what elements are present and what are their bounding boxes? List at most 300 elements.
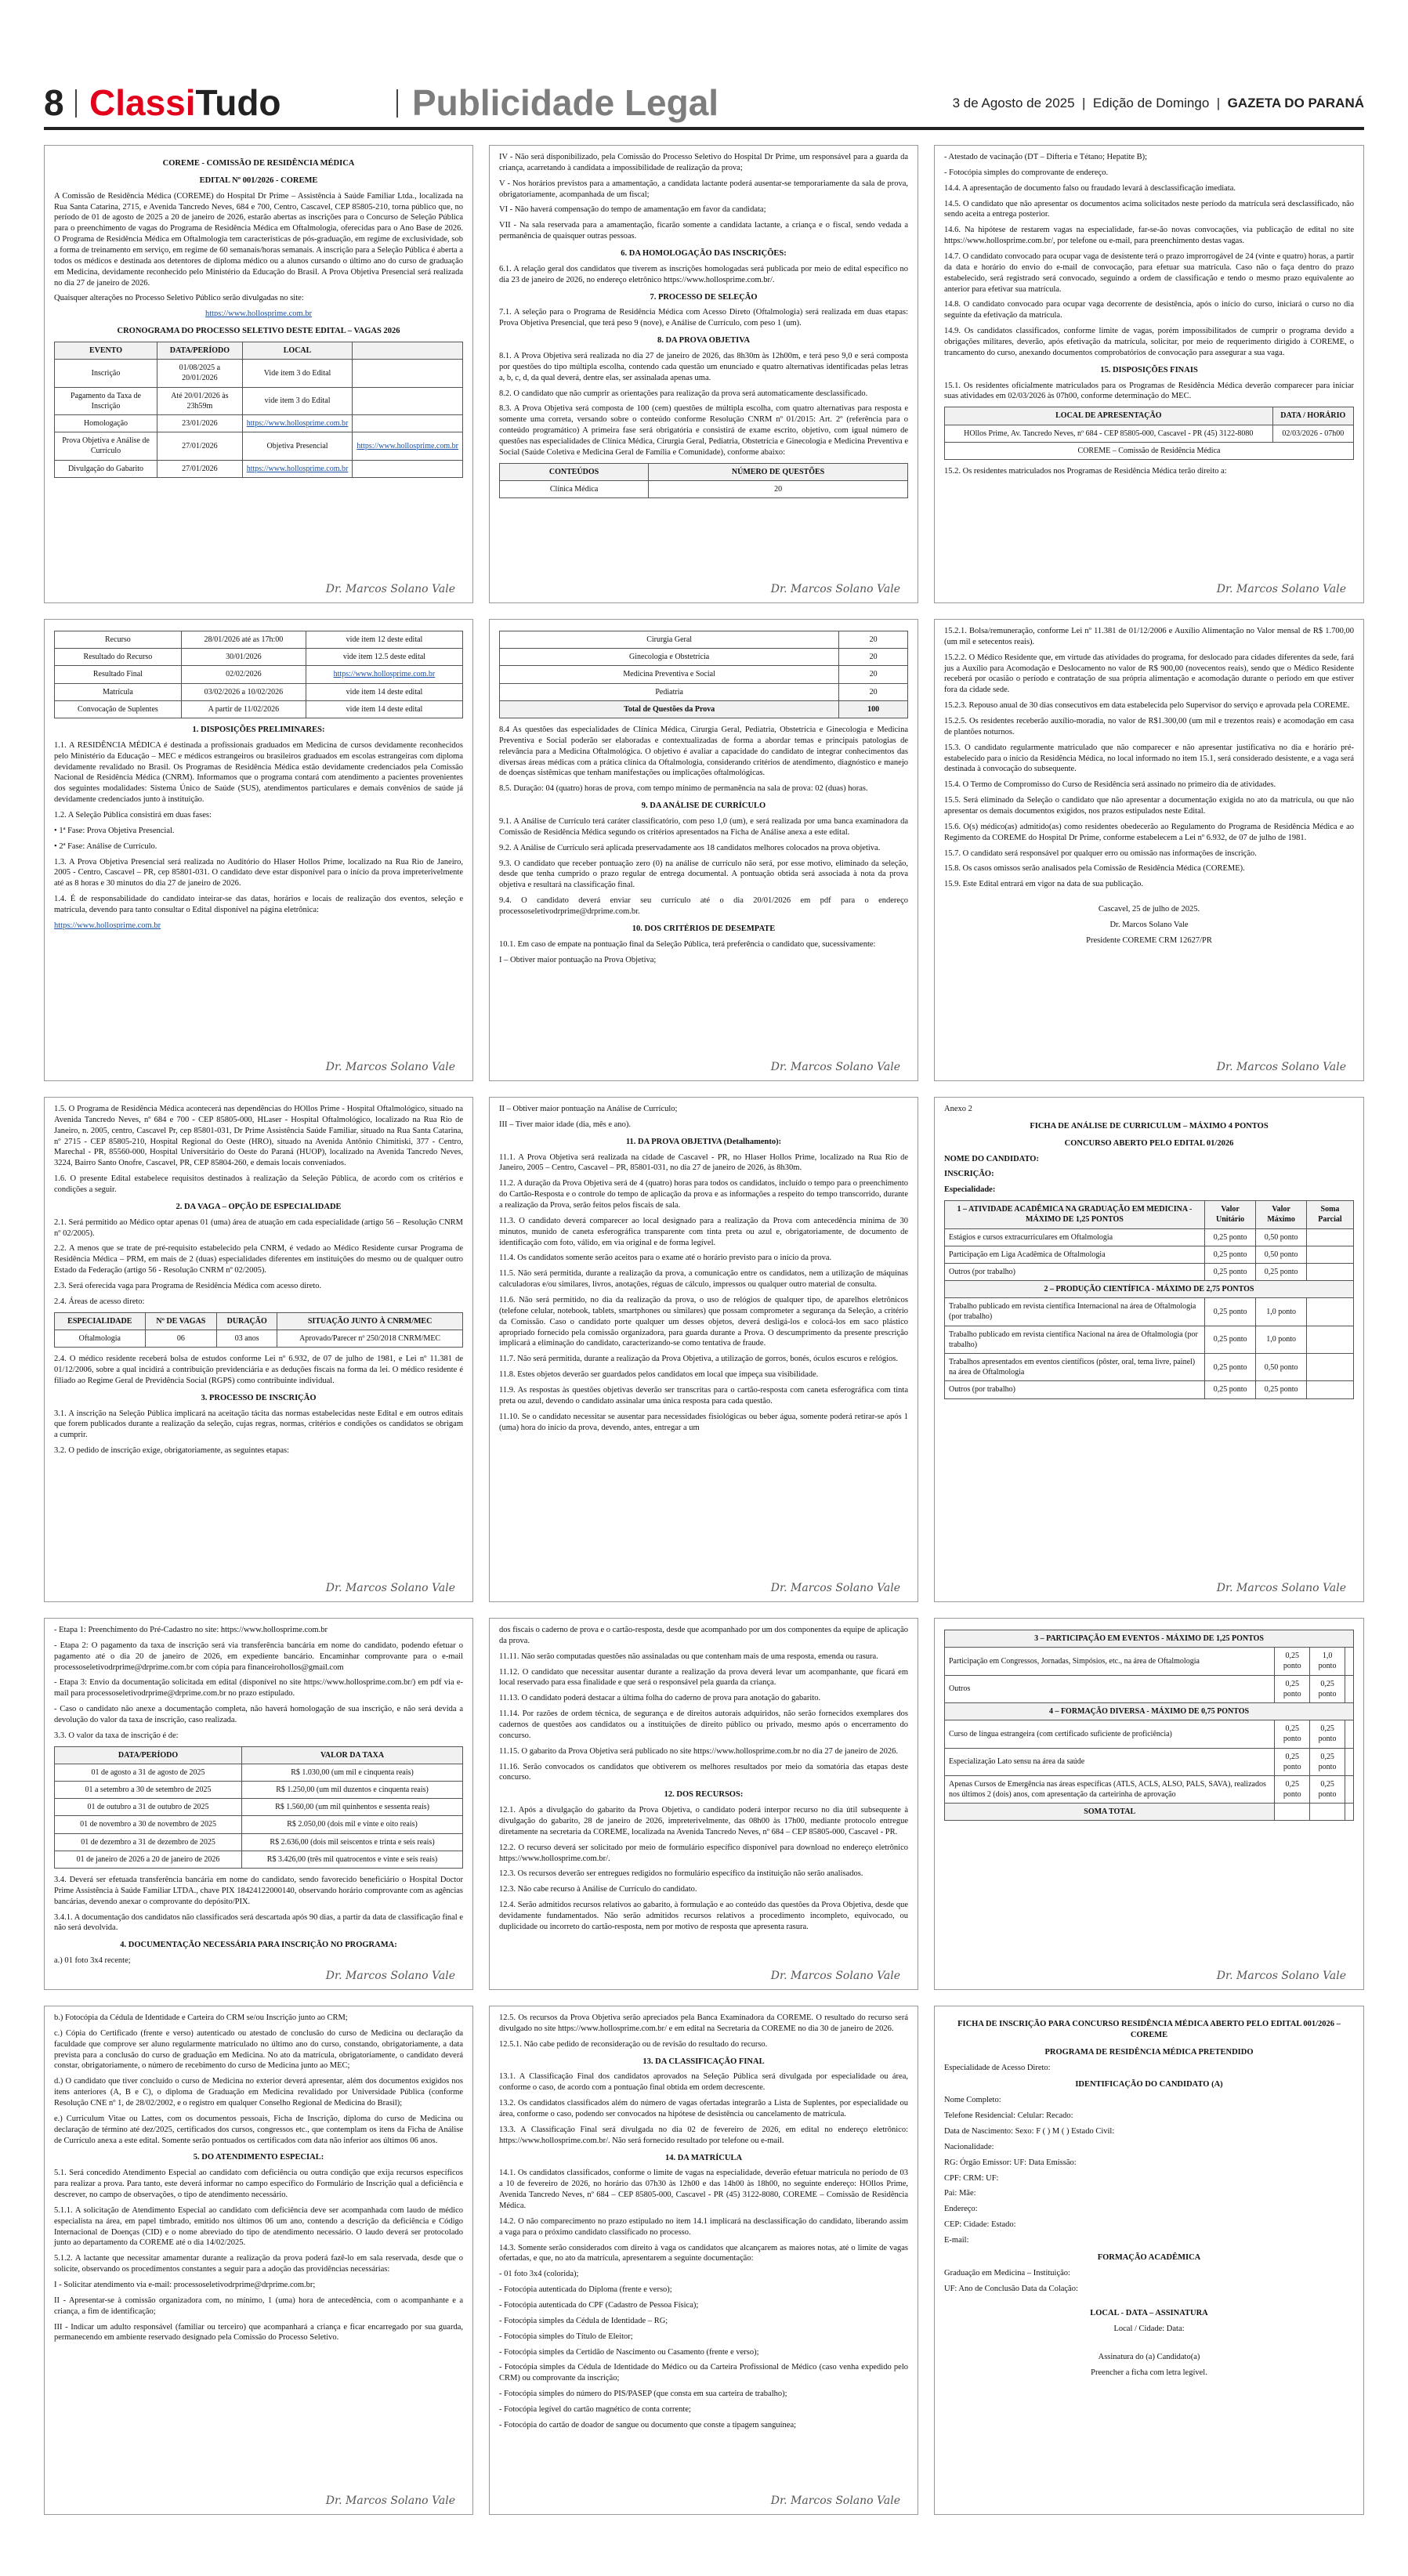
form-field[interactable]: Nacionalidade:	[944, 2142, 994, 2151]
table-cell: Participação em Liga Acadêmica de Oftalmologia	[945, 1246, 1205, 1263]
table-cell: 0,25 ponto	[1275, 1675, 1310, 1702]
paragraph: 11.5. Não será permitida, durante a realização da prova, a comunicação entre os candidatos, nem a utilização de máquinas calculadoras e/ou similares, livros, anotações, réguas de cálculo, impressos ou qualquer outro material de consulta.	[499, 1269, 908, 1290]
form-title: FICHA DE INSCRIÇÃO PARA CONCURSO RESIDÊNCIA MÉDICA ABERTO PELO EDITAL 001/2026 – COREME	[957, 2020, 1341, 2039]
table-row	[500, 631, 908, 649]
table-cell: 01 de novembro a 30 de novembro de 2025	[55, 1816, 242, 1833]
table-row	[500, 649, 908, 666]
section-title: Publicidade Legal	[412, 82, 719, 123]
form-field[interactable]: Graduação em Medicina – Instituição:	[944, 2268, 1070, 2278]
table-row	[945, 1675, 1354, 1702]
list-item: • 1ª Fase: Prova Objetiva Presencial.	[54, 826, 175, 835]
table-cell: 0,25 ponto	[1204, 1326, 1255, 1353]
list-item: • 2ª Fase: Análise de Currículo.	[54, 841, 157, 851]
paragraph: V - Nos horários previstos para a amamentação, a candidata lactante poderá ausentar-se temporariamente da sala de prova, obrigatoriamente, acompanhada de um fiscal;	[499, 179, 908, 199]
table-cell	[353, 460, 463, 477]
col3-box3	[934, 1097, 1364, 1602]
paragraph: 1.3. A Prova Objetiva Presencial será realizada no Auditório do Hlaser Hollos Prime, localizado na Rua Rio de Janeiro, 2005 - Centro, Cascavel – PR, cep 85801-031. O candidato deve estar disponível para o início da prova impreterivelmente até as 8 horas e 30 minutos do dia 27 de janeiro de 2026.	[54, 857, 463, 888]
paragraph: 11.2. A duração da Prova Objetiva será de 4 (quatro) horas para todos os candidatos, incluído o tempo para o preenchimento do Cartão-Resposta e o controle do tempo de aplicação da prova e as informações a respeito do tempo transcorrido, durante a realização da Prova, serão feitos pelos fiscais de sala.	[499, 1179, 908, 1210]
paragraph: 13.3. A Classificação Final será divulgada no dia 02 de fevereiro de 2026, em edital no endereço eletrônico: https://www.hollosprime.com.br/. Não será fornecido resultado por telefone ou e-mail.	[499, 2125, 908, 2145]
list-item: - Caso o candidato não anexe a documentação completa, não haverá homologação de sua inscrição, e não será devida a devolução do valor da taxa de inscrição, caso realizada.	[54, 1705, 463, 1725]
col2-box3	[489, 1097, 918, 1602]
paragraph: 9.4. O candidato deverá enviar seu currículo até o dia 20/01/2026 em pdf para o endereço processoseletivodrprime@drprime.com.br.	[499, 896, 908, 916]
coreme-title: COREME - COMISSÃO DE RESIDÊNCIA MÉDICA	[162, 159, 355, 168]
table-cell: Vide item 3 do Edital	[242, 360, 353, 387]
table-cell	[1310, 1804, 1345, 1821]
section-heading: 5. DO ATENDIMENTO ESPECIAL:	[193, 2153, 324, 2162]
col3-box4	[934, 1618, 1364, 1990]
table-header: VALOR DA TAXA	[242, 1746, 463, 1764]
list-item-text: Fotocópia simples da Cédula de Identidade do Médico ou da Carteira Profissional de Médico (caso venha expedido pelo CRM) ou comprovante da inscrição;	[499, 2363, 908, 2383]
list-item-text: Fotocópia autenticada do Diploma (frente e verso);	[504, 2285, 672, 2295]
signature: Dr. Marcos Solano Vale	[770, 2494, 900, 2507]
site-link[interactable]: https://www.hollosprime.com.br	[205, 309, 313, 319]
list-item: - Fotocópia simples do comprovante de endereço.	[944, 168, 1109, 177]
form-field[interactable]: Especialidade de Acesso Direto:	[944, 2063, 1051, 2072]
paragraph: 12.5.1. Não cabe pedido de reconsideração ou de revisão do resultado do recurso.	[499, 2039, 768, 2049]
table-link[interactable]: https://www.hollosprime.com.br	[353, 432, 463, 460]
paragraph: 11.13. O candidato poderá destacar a última folha do caderno de prova para anotação do gabarito.	[499, 1694, 821, 1703]
table-cell	[1275, 1804, 1310, 1821]
form-section-title: IDENTIFICAÇÃO DO CANDIDATO (A)	[1075, 2080, 1223, 2089]
signature: Dr. Marcos Solano Vale	[770, 1060, 900, 1073]
section-heading: 6. DA HOMOLOGAÇÃO DAS INSCRIÇÕES:	[621, 249, 787, 259]
col3-box2	[934, 619, 1364, 1081]
table-cell: 27/01/2026	[157, 460, 243, 477]
curriculum-table	[944, 1200, 1354, 1398]
paragraph: 14.9. Os candidatos classificados, conforme limite de vagas, porém impossibilitados de cumprir o programa devido a obrigações militares, deverão, após efetivação da matrícula, solicitar, por meio de requerimento dirigido à COREME, o trancamento do curso, anexando documentos comprobatórios de convocação para assegurar a sua vaga.	[944, 327, 1354, 357]
table-row	[55, 460, 463, 477]
signature: Dr. Marcos Solano Vale	[770, 1581, 900, 1594]
table-cell: Recurso	[55, 631, 182, 649]
paragraph: 15.2.2. O Médico Residente que, em virtude das atividades do programa, for deslocado para cidades diferentes da sede, fará jus a Auxílio para Acomodação e Deslocamento no valor de R$ 900,00 (novecentos reais), sendo que o Médico Residente receberá por ocasião o período e contratação de sua própria alimentação e acomodação durante o período em que estiver fora da cidade sede.	[944, 653, 1354, 695]
form-field[interactable]: CEP: Cidade: Estado:	[944, 2220, 1016, 2230]
table-cell: 0,25 ponto	[1204, 1228, 1255, 1246]
paragraph: 15.8. Os casos omissos serão analisados pela Comissão de Residência Médica (COREME).	[944, 864, 1245, 874]
signature: Dr. Marcos Solano Vale	[325, 582, 455, 595]
list-item-text: 2ª Fase: Análise de Currículo.	[59, 841, 157, 851]
form-field[interactable]: Endereço:	[944, 2205, 978, 2214]
table-cell: 03 anos	[217, 1330, 277, 1347]
paragraph: 14.3. Somente serão considerados com direito à vaga os candidatos que alcançarem as maiores notas, até o limite de vagas ofertadas, e que, no ato da matrícula, apresentarem a seguinte documentação:	[499, 2243, 908, 2263]
table-cell: 27/01/2026	[157, 432, 243, 460]
table-cell: R$ 1.030,00 (um mil e cinquenta reais)	[242, 1764, 463, 1781]
paragraph: 12.2. O recurso deverá ser solicitado por meio de formulário específico disponível para download no endereço eletrônico https://www.hollosprime.com.br/.	[499, 1843, 908, 1863]
table-link[interactable]: https://www.hollosprime.com.br	[242, 460, 353, 477]
list-item: - 01 foto 3x4 (colorida);	[499, 2270, 579, 2279]
table-cell: A partir de 11/02/2026	[181, 700, 306, 718]
paragraph: 12.5. Os recursos da Prova Objetiva serão apreciados pela Banca Examinadora da COREME. O resultado do recurso será divulgado no site https://www.hollosprime.com.br/ e em edital na Secretaria da COREME no dia 30 de janeiro de 2026.	[499, 2013, 908, 2033]
list-item: - Etapa 2: O pagamento da taxa de inscrição será via transferência bancária em nome do candidato, podendo efetuar o pagamento até o dia 20 de janeiro de 2026, em expediente bancário. Encaminhar comprovante para o e-mail processoseletivodrprime@drprime.com.br com cópia para financeirohollos@gmail.com	[54, 1641, 463, 1672]
content-table	[499, 463, 908, 498]
paragraph: 3.3. O valor da taxa de inscrição é de:	[54, 1731, 179, 1740]
header-divider	[75, 89, 77, 118]
list-item: - Fotocópia simples da Cédula de Identidade – RG;	[499, 2316, 668, 2325]
list-item: - Fotocópia autenticada do Diploma (frente e verso);	[499, 2285, 672, 2295]
form-field[interactable]: CPF: CRM: UF:	[944, 2173, 999, 2183]
list-item-text: Etapa 2: O pagamento da taxa de inscrição será via transferência bancária em nome do candidato, podendo efetuar o pagamento até o dia 20 de janeiro de 2026, em expediente bancário. Encaminhar comprovante para o e-mail processoseletivodrprime@drprime.com.br com cópia para financeirohollos@gmail.com	[54, 1641, 463, 1672]
list-item-text: Fotocópia legível do cartão magnético de conta corrente;	[504, 2405, 691, 2415]
list-item-text: Caso o candidato não anexe a documentação completa, não haverá homologação de sua inscrição, e não será devida a devolução do valor da taxa de inscrição, caso realizada.	[54, 1705, 463, 1725]
paragraph: 7.1. A seleção para o Programa de Residência Médica com Acesso Direto (Oftalmologia) será realizada em duas etapas: Prova Objetiva Presencial, que terá peso 9 (nove), e Análise de Currículo, com peso 1 (um).	[499, 308, 908, 328]
table-cell: 20	[839, 631, 908, 649]
paragraph: 14.5. O candidato que não apresentar os documentos acima solicitados neste período da matrícula será desclassificado, não sendo aceita a entrega posterior.	[944, 199, 1354, 219]
list-item: - Fotocópia simples da Certidão de Nascimento ou Casamento (frente e verso);	[499, 2347, 759, 2357]
col2-box4	[489, 1618, 918, 1990]
table-cell: COREME – Comissão de Residência Médica	[945, 442, 1354, 459]
table-cell: 30/01/2026	[181, 649, 306, 666]
paragraph: 15.3. O candidato regularmente matriculado que não comparecer e não apresentar justificativa no dia e horário pré-estabelecido para o início da Residência Médica, no local informado no item 15.1, será considerado desistente, e a vaga será destinada à convocação do subsequente.	[944, 743, 1354, 774]
list-item-text: Fotocópia simples do número do PIS/PASEP (que consta em sua carteira de trabalho);	[504, 2390, 787, 2399]
table-cell	[353, 360, 463, 387]
paragraph: 12.4. Serão admitidos recursos relativos ao gabarito, à formulação e ao conteúdo das questões da Prova Objetiva, desde que devidamente fundamentados. Não serão admitidos recursos relativos a procedimento incompleto, equivocado, ou duplicidade ou incorreto do cartão-resposta, nem por motivo de resposta que apresenta rasura.	[499, 1901, 908, 1931]
table-row	[55, 1851, 463, 1868]
table-row	[55, 666, 463, 683]
paragraph: 14.1. Os candidatos classificados, conforme o limite de vagas na especialidade, deverão efetuar matrícula no período de 03 a 10 de fevereiro de 2026, no horário das 07h30 às 12h00 e das 14h00 às 18h00, no seguinte endereço: HOllos Prime, Avenida Tancredo Neves, nº 684 – CEP 85805-000, Cascavel - PR (45) 3122-8080, COREME – Comissão de Residência Médica.	[499, 2169, 908, 2211]
table-cell: 20	[839, 683, 908, 700]
table-row	[55, 360, 463, 387]
table-cell: 0,50 ponto	[1256, 1354, 1307, 1381]
paragraph: 11.3. O candidato deverá comparecer ao local designado para a realização da Prova com antecedência mínima de 30 minutos, munido de caneta esferográfica transparente com tinta preta ou azul e, obrigatoriamente, de documento de identificação com foto, válido, em via original e de forma legível.	[499, 1216, 908, 1247]
table-cell: 0,25 ponto	[1256, 1263, 1307, 1280]
table-cell: 0,25 ponto	[1310, 1748, 1345, 1775]
section-heading: 11. DA PROVA OBJETIVA (Detalhamento):	[625, 1137, 782, 1146]
signature: Dr. Marcos Solano Vale	[1216, 1969, 1346, 1982]
list-item-text: Fotocópia simples da Certidão de Nascimento ou Casamento (frente e verso);	[504, 2347, 759, 2357]
table-row	[55, 649, 463, 666]
schedule-table	[54, 631, 463, 718]
section-heading: 8. DA PROVA OBJETIVA	[657, 336, 751, 346]
col1-box3	[44, 1097, 473, 1602]
table-cell[interactable]	[1345, 1748, 1353, 1775]
table-cell[interactable]	[1345, 1775, 1353, 1803]
form-field[interactable]: E-mail:	[944, 2236, 969, 2245]
table-cell[interactable]	[1345, 1720, 1353, 1748]
section-heading: 2. DA VAGA – OPÇÃO DE ESPECIALIDADE	[176, 1202, 342, 1211]
table-section-title: 3 – PARTICIPAÇÃO EM EVENTOS - MÁXIMO DE 1,25 PONTOS	[945, 1630, 1354, 1648]
signature-line[interactable]: Assinatura do (a) Candidato(a)	[1098, 2353, 1200, 2362]
table-cell: R$ 1.560,00 (um mil quinhentos e sessenta reais)	[242, 1799, 463, 1816]
presentation-table	[944, 407, 1354, 460]
table-cell: vide item 3 do Edital	[242, 387, 353, 414]
form-field[interactable]: UF: Ano de Conclusão Data da Colação:	[944, 2284, 1078, 2293]
table-cell[interactable]	[1345, 1804, 1353, 1821]
table-row	[945, 1298, 1354, 1326]
table-cell: vide item 14 deste edital	[306, 700, 462, 718]
table-cell: R$ 2.636,00 (dois mil seiscentos e trinta e seis reais)	[242, 1833, 463, 1851]
paragraph: 11.10. Se o candidato necessitar se ausentar para necessidades fisiológicas ou beber água, somente poderá retirar-se após 1 (uma) hora do início da prova, devendo, antes, entregar a um	[499, 1412, 908, 1432]
paragraph: 9.2. A Análise de Currículo será aplicada preservadamente aos 18 candidatos melhores colocados na prova objetiva.	[499, 843, 881, 852]
table-cell: Matrícula	[55, 683, 182, 700]
table-cell: Divulgação do Gabarito	[55, 460, 157, 477]
table-header: DATA / HORÁRIO	[1272, 407, 1353, 425]
col1-box1	[44, 145, 473, 603]
table-cell[interactable]	[1306, 1246, 1353, 1263]
edital-intro: A Comissão de Residência Médica (COREME) do Hospital Dr Prime – Assistência à Saúde Familiar Ltda., localizada na Rua Santa Catarina, 2715, e Avenida Tancredo Neves, 684 e 700, Centro, Cascavel, CEP 85805-210, torna público que, no período de 01 de agosto de 2025 a 20 de janeiro de 2026, estarão abertas as inscrições para o Concurso de Seleção Pública para o preenchimento de vagas do Programa de Residência Médica em Oftalmologia, oferecidas para o Ano Base de 2026. O Programa de Residência Médica em Oftalmologia tem características de pós-graduação, em regime de exclusividade, sob a forma de treinamento em serviço, em regime de 60 semanais/horas semanais. A inscrição para a Seleção Pública é aberta a todos os médicos e destinada aos detentores de diploma médico ou a alunos cursando o último ano do curso de graduação em Medicina, devidamente reconhecido pelo Ministério da Educação do Brasil. A Prova Objetiva Presencial será realizada no dia 27 de janeiro de 2026.	[54, 191, 463, 288]
table-cell: 01 de agosto a 31 de agosto de 2025	[55, 1764, 242, 1781]
brand-logo	[89, 81, 281, 124]
paragraph: 2.3. Será oferecida vaga para Programa de Residência Médica com acesso direto.	[54, 1282, 322, 1291]
table-row	[500, 700, 908, 718]
paragraph: 2.2. A menos que se trate de pré-requisito estabelecido pela CNRM, é vedado ao Médico Residente cursar Programa de Residência Médica – PRM, em mais de 2 (duas) especialidades diferentes em instituições do mesmo ou de qualquer outro Estado da Federação (artigo 56 - Resolução CNRM nº 02/2005).	[54, 1244, 463, 1275]
table-cell: 02/02/2026	[181, 666, 306, 683]
list-item: - Fotocópia simples da Cédula de Identidade do Médico ou da Carteira Profissional de Médico (caso venha expedido pelo CRM) ou comprovante da inscrição;	[499, 2363, 908, 2383]
paragraph: III - Indicar um adulto responsável (familiar ou terceiro) que acompanhará a criança e ficar encarregado por sua guarda, permanecendo em ambiente reservado designado pela Comissão do Processo Seletivo.	[54, 2322, 463, 2343]
list-item: - Atestado de vacinação (DT – Difteria e Tétano; Hepatite B);	[944, 153, 1148, 161]
signer-role: Presidente COREME CRM 12627/PR	[1086, 935, 1212, 945]
paragraph: I - Solicitar atendimento via e-mail: processoseletivodrprime@drprime.com.br;	[54, 2281, 316, 2290]
table-cell: Medicina Preventiva e Social	[500, 666, 839, 683]
table-cell: 0,25 ponto	[1204, 1263, 1255, 1280]
table-cell: 0,25 ponto	[1275, 1775, 1310, 1803]
table-cell[interactable]	[1306, 1326, 1353, 1353]
list-item-text: 01 foto 3x4 (colorida);	[504, 2270, 579, 2279]
signature: Dr. Marcos Solano Vale	[325, 1581, 455, 1594]
table-cell[interactable]	[1306, 1228, 1353, 1246]
table-header: DURAÇÃO	[217, 1312, 277, 1330]
table-row	[945, 1720, 1354, 1748]
table-cell: 0,25 ponto	[1275, 1720, 1310, 1748]
section-heading: 10. DOS CRITÉRIOS DE DESEMPATE	[632, 924, 776, 933]
table-cell: HOllos Prime, Av. Tancredo Neves, nº 684 - CEP 85805-000, Cascavel - PR (45) 3122-8080	[945, 425, 1273, 442]
form-field[interactable]: Pai: Mãe:	[944, 2189, 976, 2198]
paragraph: 11.16. Serão convocados os candidatos que obtiverem os melhores resultados por meio da somatória das etapas deste concurso.	[499, 1762, 908, 1782]
list-item: - Fotocópia simples do número do PIS/PASEP (que consta em sua carteira de trabalho);	[499, 2390, 787, 2399]
paragraph: 3.4.1. A documentação dos candidatos não classificados será descartada após 90 dias, a partir da data de classificação final e não será devolvida.	[54, 1912, 463, 1933]
paragraph: 15.6. O(s) médico(as) admitido(as) como residentes obedecerão ao Regulamento do Programa de Residência Médica e ao Regimento da COREME do Hospital Dr Prime, conforme estabelecem a Lei nº 6.932, de 07 de julho de 1981.	[944, 822, 1354, 842]
list-item: - Fotocópia simples do Título de Eleitor;	[499, 2332, 633, 2341]
paragraph: 2.1. Será permitido ao Médico optar apenas 01 (uma) área de atuação em cada especialidade (artigo 56 – Resolução CNRM nº 02/2005).	[54, 1217, 463, 1238]
table-cell: 0,50 ponto	[1256, 1246, 1307, 1263]
list-item: - Fotocópia legível do cartão magnético de conta corrente;	[499, 2405, 691, 2415]
table-cell: 01 de dezembro a 31 de dezembro de 2025	[55, 1833, 242, 1851]
table-cell[interactable]	[1306, 1263, 1353, 1280]
paragraph: 14.8. O candidato convocado para ocupar vaga decorrente de desistência, após o início do curso, iniciará o curso no dia seguinte da efetivação da matrícula.	[944, 300, 1354, 320]
paragraph: 11.11. Não serão computadas questões não assinaladas ou que contenham mais de uma resposta, emenda ou rasura.	[499, 1652, 878, 1661]
form-field[interactable]: Local / Cidade: Data:	[1113, 2325, 1185, 2334]
col2-box5	[489, 2006, 918, 2515]
paragraph: 1.4. É de responsabilidade do candidato inteirar-se das datas, horários e locais de realização dos eventos, seleção e matrícula, devendo para tanto consultar o Edital disponível na página eletrônica:	[54, 895, 463, 914]
list-item: - Etapa 1: Preenchimento do Pré-Cadastro no site: https://www.hollosprime.com.br	[54, 1626, 328, 1634]
changes-text: Quaisquer alterações no Processo Seletivo Público serão divulgadas no site:	[54, 294, 304, 303]
table-header: DATA/PERÍODO	[157, 342, 243, 360]
paragraph: VI - Não haverá compensação do tempo de amamentação em favor da candidata;	[499, 205, 766, 215]
cronograma-title: CRONOGRAMA DO PROCESSO SELETIVO DESTE EDITAL – VAGAS 2026	[117, 327, 400, 336]
list-item-text: 1ª Fase: Prova Objetiva Presencial.	[59, 826, 175, 835]
list-item-text: Atestado de vacinação (DT – Difteria e Tétano; Hepatite B);	[948, 153, 1148, 161]
paragraph: II – Obtiver maior pontuação na Análise de Currículo;	[499, 1105, 678, 1113]
table-header: DATA/PERÍODO	[55, 1746, 242, 1764]
table-link[interactable]: https://www.hollosprime.com.br	[242, 414, 353, 432]
table-row	[500, 480, 908, 497]
paragraph: I – Obtiver maior pontuação na Prova Objetiva;	[499, 955, 657, 964]
paragraph: 15.9. Este Edital entrará em vigor na data de sua publicação.	[944, 880, 1143, 889]
table-row	[945, 1326, 1354, 1353]
paragraph: 15.1. Os residentes oficialmente matriculados para os Programas de Residência Médica deverão comparecer para iniciar suas atividades em 02/03/2026 às 07h00, conforme determinação do MEC.	[944, 381, 1354, 401]
table-cell: 0,25 ponto	[1310, 1675, 1345, 1702]
table-cell	[353, 387, 463, 414]
table-header: LOCAL	[242, 342, 353, 360]
table-row	[945, 1775, 1354, 1803]
paragraph: 14.2. O não comparecimento no prazo estipulado no item 14.1 implicará na desclassificação do candidato, liberando assim a vaga para o próximo candidato classificado no processo.	[499, 2216, 908, 2237]
paragraph: c.) Cópia do Certificado (frente e verso) autenticado ou atestado de conclusão do curso de Medicina ou declaração da faculdade que comprove ser aluno regularmente matriculado no último ano do curso, constando, obrigatoriamente, a data prevista para a conclusão do curso de graduação em Medicina. No ato da matrícula, obrigatoriamente, o candidato deverá constar, obrigatoriamente, o número de recebimento do curso de Medicina junto ao MEC;	[54, 2028, 463, 2071]
paragraph: 8.1. A Prova Objetiva será realizada no dia 27 de janeiro de 2026, das 8h30m às 12h00m, e terá peso 9,0 e será composta por questões do tipo múltipla escolha, contendo cada questão um enunciado e quatro alternativas identificadas pelas letras a, b, c, d, da qual deverá, dentre elas, ser assinalada apenas uma.	[499, 352, 908, 382]
table-cell: R$ 3.426,00 (três mil quatrocentos e vinte e seis reais)	[242, 1851, 463, 1868]
table-cell: Homologação	[55, 414, 157, 432]
paragraph: 11.4. Os candidatos somente serão aceitos para o exame até o horário previsto para o início da prova.	[499, 1254, 832, 1263]
table-row	[945, 1228, 1354, 1246]
table-cell: vide item 12 deste edital	[306, 631, 462, 649]
paragraph: 3.2. O pedido de inscrição exige, obrigatoriamente, as seguintes etapas:	[54, 1446, 290, 1456]
list-item-text: Fotocópia simples do Título de Eleitor;	[504, 2332, 633, 2341]
form-section-title: FORMAÇÃO ACADÊMICA	[1097, 2252, 1201, 2262]
table-cell: Inscrição	[55, 360, 157, 387]
paragraph: 5.1.2. A lactante que necessitar amamentar durante a realização da prova poderá fazê-lo em sala reservada, desde que o solicite, observando os procedimentos constantes a seguir para a adoção das providências necessárias:	[54, 2254, 463, 2274]
site-link[interactable]: https://www.hollosprime.com.br	[54, 921, 161, 930]
paragraph: d.) O candidato que tiver concluído o curso de Medicina no exterior deverá apresentar, além dos documentos exigidos nos itens anteriores (A, B e C), o diploma de Graduação em Medicina revalidado por Universidade Pública (conforme Resolução CNE nº 1, de 28/02/2002, e o registro em qualquer Conselho Regional de Medicina do Brasil);	[54, 2077, 463, 2108]
form-subtitle: PROGRAMA DE RESIDÊNCIA MÉDICA PRETENDIDO	[1044, 2047, 1254, 2057]
table-row	[945, 1381, 1354, 1398]
table-cell: Até 20/01/2026 às 23h59m	[157, 387, 243, 414]
table-cell: 0,25 ponto	[1204, 1298, 1255, 1326]
total-label: SOMA TOTAL	[945, 1804, 1275, 1821]
table-row	[55, 1330, 463, 1347]
list-item: - Etapa 3: Envio da documentação solicitada em edital (disponível no site https://www.hollosprime.com.br/) em pdf via e-mail para processoseletivodrprime@drprime.com.br no prazo estipulado.	[54, 1678, 463, 1699]
signature: Dr. Marcos Solano Vale	[1216, 582, 1346, 595]
section-heading: 14. DA MATRÍCULA	[664, 2153, 743, 2162]
place-date: Cascavel, 25 de julho de 2025.	[1098, 905, 1200, 914]
paragraph: 9.1. A Análise de Currículo terá caráter classificatório, com peso 1,0 (um), e será realizada por uma banca examinadora da Comissão de Residência Médica segundo os critérios apresentados na Ficha de Análise anexa a este edital.	[499, 816, 908, 837]
table-row	[55, 1833, 463, 1851]
paragraph: 1.1. A RESIDÊNCIA MÉDICA é destinada a profissionais graduados em Medicina de cursos devidamente reconhecidos pelo Ministério da Educação – MEC e médicos estrangeiros ou brasileiros graduados em escolas estrangeiras com diploma devidamente revalidado no Brasil. Os Programas de Residência Médica estão devidamente credenciados pela Comissão Nacional de Residência Médica (CNRM). Informamos que o programa contará com atendimento a pacientes provenientes dos seguintes modalidades: Sistema Único de Saúde (SUS), atendimentos particulares e demais convênios de saúde já devidamente credenciados junto à instituição.	[54, 740, 463, 805]
table-row	[945, 1748, 1354, 1775]
paragraph: 3.4. Deverá ser efetuada transferência bancária em nome do candidato, sendo favorecido beneficiário o Hospital Doctor Prime Assistência à Saúde Familiar LTDA., chave PIX 18424122000140, observando horário comprovante com as agências bancárias, devendo anexar o comprovante do depósito/PIX.	[54, 1876, 463, 1906]
newspaper-name: GAZETA DO PARANÁ	[1227, 96, 1364, 110]
table-cell[interactable]	[1345, 1675, 1353, 1702]
signature: Dr. Marcos Solano Vale	[325, 2494, 455, 2507]
form-title: FICHA DE ANÁLISE DE CURRICULUM – MÁXIMO 4 PONTOS	[1030, 1121, 1269, 1131]
table-cell[interactable]	[1345, 1648, 1353, 1675]
col1-box4	[44, 1618, 473, 1990]
list-item: - Fotocópia do cartão de doador de sangue ou documento que conste a tipagem sanguínea;	[499, 2420, 797, 2429]
form-field[interactable]: Data de Nascimento: Sexo: F ( ) M ( ) Estado Civil:	[944, 2127, 1115, 2136]
table-total-value: 100	[839, 700, 908, 718]
paragraph: a.) 01 foto 3x4 recente;	[54, 1956, 131, 1966]
table-cell: Apenas Cursos de Emergência nas áreas específicas (ATLS, ACLS, ALSO, PALS, SAVA), realizados nos últimos 2 (dois) anos, com apresentação da carteirinha de aprovação	[945, 1775, 1275, 1803]
table-header: NÚMERO DE QUESTÕES	[649, 463, 908, 480]
form-field[interactable]: RG: Órgão Emissor: UF: Data Emissão:	[944, 2158, 1077, 2167]
paragraph: b.) Fotocópia da Cédula de Identidade e Carteira do CRM se/ou Inscrição junto ao CRM;	[54, 2013, 348, 2022]
fee-table	[54, 1746, 463, 1869]
list-item-text: Fotocópia simples da Cédula de Identidade – RG;	[504, 2316, 668, 2325]
paragraph: 15.2.1. Bolsa/remuneração, conforme Lei nº 11.381 de 01/12/2006 e Auxílio Alimentação no Valor mensal de R$ 1.700,00 (um mil e setecentos reais).	[944, 627, 1354, 646]
table-cell: Trabalho publicado em revista científica Internacional na área de Oftalmologia (por trabalho)	[945, 1298, 1205, 1326]
paragraph: dos fiscais o caderno de prova e o cartão-resposta, desde que acompanhado por um dos componentes da equipe de aplicação da prova.	[499, 1626, 908, 1645]
table-row	[55, 1816, 463, 1833]
form-note: Preencher a ficha com letra legível.	[1091, 2368, 1207, 2378]
col3-box5	[934, 2006, 1364, 2515]
specialty-label: Especialidade:	[944, 1185, 996, 1195]
content-table	[499, 631, 908, 718]
table-cell: Cirurgia Geral	[500, 631, 839, 649]
section-heading: 3. PROCESSO DE INSCRIÇÃO	[201, 1393, 317, 1402]
paragraph: 10.1. Em caso de empate na pontuação final da Seleção Pública, terá preferência o candidato que, sucessivamente:	[499, 939, 876, 949]
table-link[interactable]: https://www.hollosprime.com.br	[306, 666, 462, 683]
table-header: Valor Unitário	[1204, 1201, 1255, 1228]
paragraph: 11.6. Não será permitido, no dia da realização da prova, o uso de relógios de qualquer tipo, de aparelhos eletrônicos (telefone celular, notebook, tablets, smartphones ou similares) que possam comprometer a segurança da Seleção, a critério da Comissão. Caso o candidato porte qualquer um desses objetos, deverá desligá-los e colocá-los em saco plástico apropriado fornecido pela comissão organizadora, para guarda durante a Prova. O descumprimento da presente prescrição implicará a eliminação do candidato, caracterizando-se como tentativa de fraude.	[499, 1296, 908, 1348]
col1-box2	[44, 619, 473, 1081]
table-cell: Participação em Congressos, Jornadas, Simpósios, etc., na área de Oftalmologia	[945, 1648, 1275, 1675]
table-cell: 0,25 ponto	[1256, 1381, 1307, 1398]
paragraph: 8.5. Duração: 04 (quatro) horas de prova, com tempo mínimo de permanência na sala de prova: 02 (duas) horas.	[499, 784, 868, 794]
section-heading: 9. DA ANÁLISE DE CURRÍCULO	[641, 801, 766, 811]
table-cell: Aprovado/Parecer nº 250/2018 CNRM/MEC	[277, 1330, 463, 1347]
paragraph: 13.1. A Classificação Final dos candidatos aprovados na Seleção Pública será divulgada por especialidade ou área, conforme o caso, de acordo com a pontuação final obtida em ordem decrescente.	[499, 2072, 908, 2093]
table-row	[945, 1263, 1354, 1280]
page-number: 8	[44, 82, 64, 123]
paragraph: 12.3. Não cabe recurso à Análise de Currículo do candidato.	[499, 1885, 697, 1894]
table-cell: Especialização Lato sensu na área da saúde	[945, 1748, 1275, 1775]
table-cell: 0,50 ponto	[1256, 1228, 1307, 1246]
signature: Dr. Marcos Solano Vale	[325, 1969, 455, 1982]
table-cell: vide item 14 deste edital	[306, 683, 462, 700]
paragraph: 11.9. As respostas às questões objetivas deverão ser transcritas para o cartão-resposta com caneta esferográfica com tinta preta ou azul, devendo o candidato assinalar uma única resposta para cada questão.	[499, 1386, 908, 1406]
table-cell: 03/02/2026 a 10/02/2026	[181, 683, 306, 700]
table-cell: 0,25 ponto	[1275, 1748, 1310, 1775]
table-cell: Resultado do Recurso	[55, 649, 182, 666]
paragraph: 14.4. A apresentação de documento falso ou fraudado levará à desclassificação imediata.	[944, 183, 1236, 193]
table-cell: Trabalhos apresentados em eventos científicos (pôster, oral, tema livre, painel) na área de Oftalmologia	[945, 1354, 1205, 1381]
section-heading: 1. DISPOSIÇÕES PRELIMINARES:	[192, 725, 325, 734]
table-cell: 01/08/2025 a 20/01/2026	[157, 360, 243, 387]
table-cell: Clínica Médica	[500, 480, 649, 497]
list-item-text: Fotocópia simples do comprovante de endereço.	[949, 168, 1109, 177]
paragraph: 9.3. O candidato que receber pontuação zero (0) na análise de currículo não será, por esse motivo, eliminado da seleção, desde que tenha cumprido o prazo regular de entrega documental. A pontuação obtida será associada à nota da prova objetiva e resultará na classificação final.	[499, 859, 908, 890]
table-header: 1 – ATIVIDADE ACADÊMICA NA GRADUAÇÃO EM MEDICINA - MÁXIMO DE 1,25 PONTOS	[945, 1201, 1205, 1228]
table-cell[interactable]	[1306, 1354, 1353, 1381]
form-field[interactable]: Nome Completo:	[944, 2096, 1001, 2105]
paragraph: 1.6. O presente Edital estabelece requisitos destinados à realização da Seleção Pública, de acordo com os critérios e condições a seguir.	[54, 1174, 463, 1195]
signer-name: Dr. Marcos Solano Vale	[1109, 921, 1189, 930]
list-item-text: Fotocópia autenticada do CPF (Cadastro de Pessoa Física);	[504, 2301, 699, 2310]
paragraph: 13.2. Os candidatos classificados além do número de vagas ofertadas integrarão a Lista de Suplentes, por especialidade ou área, conforme o caso, podendo ser convocados na hipótese de desistência ou cancelamento de matrícula.	[499, 2099, 908, 2119]
paragraph: II - Apresentar-se à comissão organizadora com, no mínimo, 1 (uma) hora de antecedência, com o acompanhante e a criança, a fim de identificação;	[54, 2296, 463, 2316]
paragraph: 15.2.3. Repouso anual de 30 dias consecutivos em data estabelecida pelo Supervisor do serviço e aprovada pela COREME.	[944, 701, 1350, 711]
paragraph: 11.14. Por razões de ordem técnica, de segurança e de direitos autorais adquiridos, não serão fornecidos exemplares dos cadernos de questões aos candidatos ou a instituições de direito público ou privado, mesmo após o encerramento do concurso.	[499, 1709, 908, 1740]
table-cell: Convocação de Suplentes	[55, 700, 182, 718]
paragraph: 5.1. Será concedido Atendimento Especial ao candidato com deficiência ou outra condição que exija recursos específicos para realizar a prova. Para tanto, este deverá informar no campo específico do Formulário de Inscrição qual a deficiência e descrever, no campo de observações, o tipo de atendimento necessário.	[54, 2169, 463, 2200]
form-section-title: LOCAL - DATA – ASSINATURA	[1090, 2309, 1208, 2318]
signature: Dr. Marcos Solano Vale	[770, 582, 900, 595]
table-cell[interactable]	[1306, 1381, 1353, 1398]
paragraph: 8.4 As questões das especialidades de Clínica Médica, Cirurgia Geral, Pediatria, Obstetrícia e Ginecologia e Medicina Preventiva e Social poderão ser elaboradas e contextualizadas de forma a abordar temas e principais patologias de relevância para a Medicina Oftalmológica. O objetivo é avaliar a capacidade do candidato de integrar conhecimentos das diversas áreas médicas com a prática clínica da Oftalmologia, considerando critérios de atendimento, diagnóstico e manejo de doenças sistêmicas que tenham manifestações ou implicações oftalmológicas.	[499, 725, 908, 778]
brand-tudo: Tudo	[195, 82, 281, 123]
brand-classi: Classi	[89, 82, 196, 123]
signature: Dr. Marcos Solano Vale	[325, 1060, 455, 1073]
section-heading: 12. DOS RECURSOS:	[664, 1790, 744, 1800]
paragraph: 15.4. O Termo de Compromisso do Curso de Residência será assinado no primeiro dia de atividades.	[944, 780, 1276, 790]
section-heading: 4. DOCUMENTAÇÃO NECESSÁRIA PARA INSCRIÇÃO NO PROGRAMA:	[120, 1941, 397, 1950]
form-field[interactable]: Telefone Residencial: Celular: Recado:	[944, 2111, 1073, 2121]
table-cell: 0,25 ponto	[1204, 1354, 1255, 1381]
paragraph: 1.5. O Programa de Residência Médica acontecerá nas dependências do HOllos Prime - Hospital Oftalmológico, situado na Avenida Tancredo Neves, nº 684 e 700 - CEP 85805-000, HLaser - Hospital Oftalmológico, localizado na Rua Rio de Janeiro, n. 2005, centro, Cascavel Pr, cep 85801-031, Dr Prime Assistência Saúde Familiar, situado na Rua Santa Catarina, nº 2715 - CEP 85805-210, Hospital Regional do Oeste (HRO), situado na Avenida Antônio Chimitiski, 377 - Centro, Marechal - PR, 85560-000, Hospital Universitário do Oeste do Paraná (HUOP), localizado na Avenida Tancredo Neves, 3224, Bairro Santo Onofre, Cascavel, PR, CEP 85804-260, e demais locais conveniados.	[54, 1105, 463, 1168]
header-edition: Edição de Domingo	[1092, 96, 1210, 110]
table-row	[55, 387, 463, 414]
table-cell: 28/01/2026 até as 17h:00	[181, 631, 306, 649]
section-heading: 7. PROCESSO DE SELEÇÃO	[650, 292, 758, 302]
table-section-title: 2 – PRODUÇÃO CIENTÍFICA - MÁXIMO DE 2,75 PONTOS	[945, 1281, 1354, 1298]
signature: Dr. Marcos Solano Vale	[1216, 1581, 1346, 1594]
table-cell[interactable]	[1306, 1298, 1353, 1326]
